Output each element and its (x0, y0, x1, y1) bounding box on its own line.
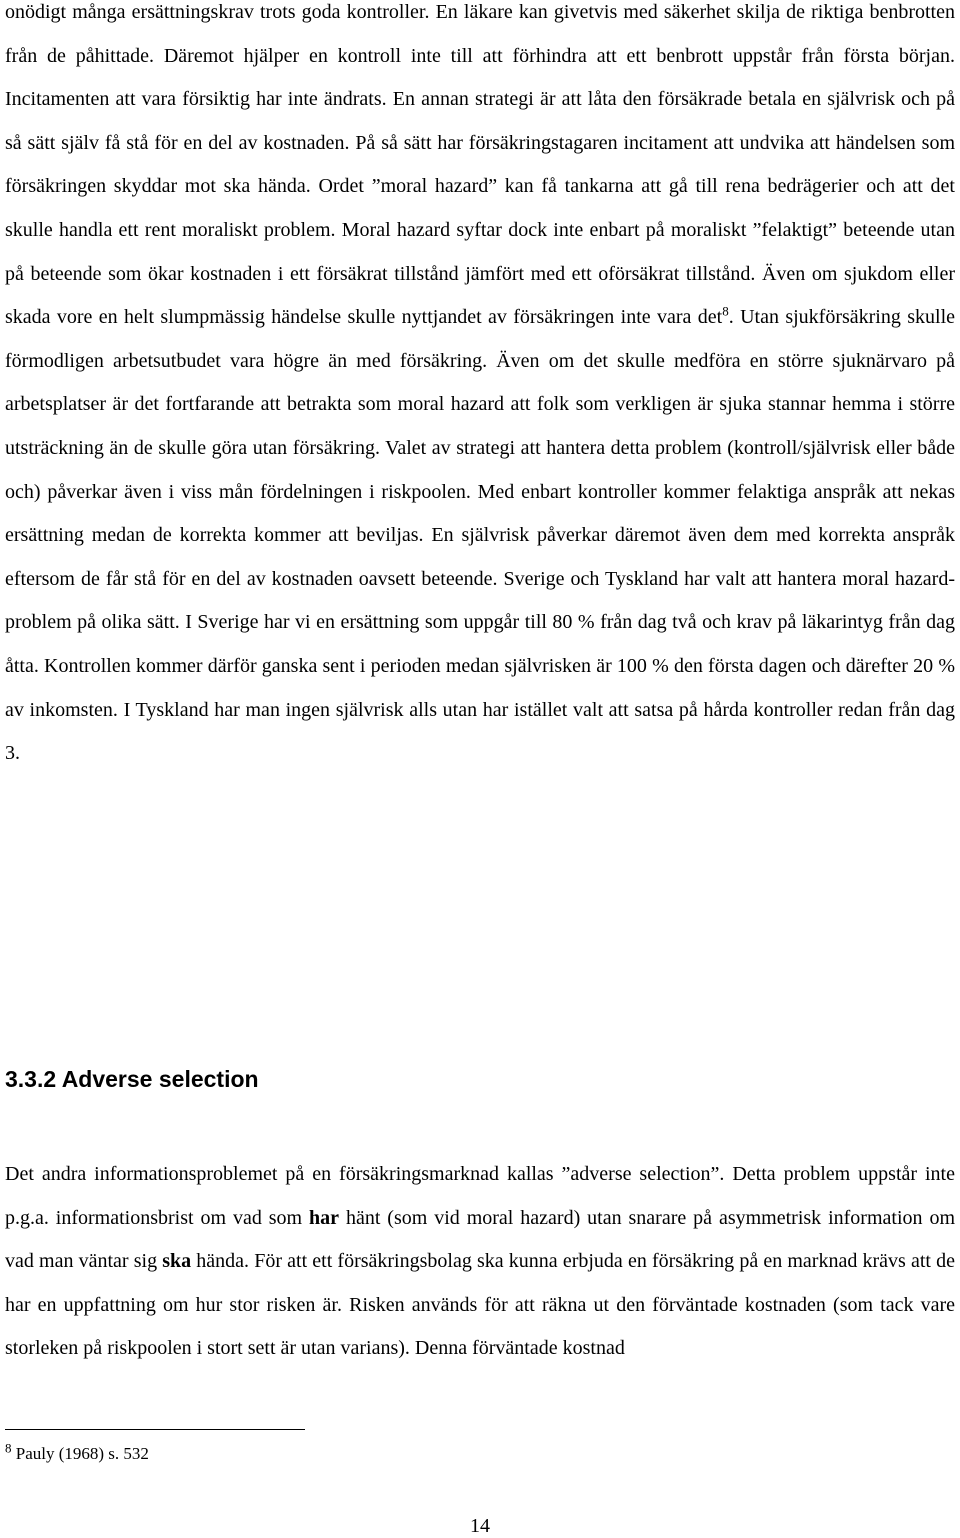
emphasis-bold: har (309, 1206, 340, 1229)
footnote-separator (5, 1429, 305, 1430)
paragraph-text: hänt (som vid moral hazard) utan snarare på asymmetrisk information om vad man väntar sig (5, 1206, 955, 1273)
page-number: 14 (470, 1515, 490, 1537)
paragraph-text: onödigt många ersättningskrav trots goda kontroller. En läkare kan givetvis med säkerhet skilja de riktiga benbrotten från de påhittade. Däremot hjälper en kontroll inte till att förhindra att ett benbrott uppstår från första början. Incitamenten att vara försiktig har inte ändrats. En annan strategi är att låta den försäkrade betala en självrisk och på så sätt själv få stå för en del av kostnaden. På så sätt har försäkringstagaren incitament att undvika att händelsen som försäkringen skyddar mot ska hända. Ordet ”moral hazard” kan få tankarna att gå till rena bedrägerier och att det skulle handla ett rent moraliskt problem. Moral hazard syftar dock inte enbart på moraliskt ”felaktigt” beteende utan på beteende som ökar kostnaden i ett försäkrat tillstånd jämfört med ett oförsäkrat tillstånd. Även om sjukdom eller skada vore en helt slumpmässig händelse skulle nyttjandet av försäkringen inte vara det (5, 1, 955, 329)
paragraph-text-continued: . Utan sjukförsäkring skulle förmodligen arbetsutbudet vara högre än med försäkring. Även om det skulle medföra en större sjuknärvaro på arbetsplatser är det fortfarande att betrakta som moral hazard att folk som verkligen är sjuka stannar hemma i större utsträckning än de skulle göra utan försäkring. Valet av strategi att hantera detta problem (kontroll/självrisk eller både och) påverkar även i viss mån fördelningen i riskpoolen. Med enbart kontroller kommer felaktiga anspråk att nekas ersättning medan de korrekta kommer att beviljas. En självrisk påverkar däremot även dem med korrekta anspråk eftersom de får stå för en del av kostnaden oavsett beteende. Sverige och Tyskland har valt att hantera moral hazard-problem på olika sätt. I Sverige har vi en ersättning som uppgår till 80 % från dag två och krav på läkarintyg från dag åtta. Kontrollen kommer därför ganska sent i perioden medan självrisken är 100 % den första dagen och därefter 20 % av inkomsten. I Tyskland har man ingen självrisk alls utan har istället valt att satsa på hårda kontroller redan från dag 3. (5, 306, 955, 765)
footnote-number: 8 (5, 1440, 12, 1456)
footnote-text: Pauly (1968) s. 532 (11, 1444, 149, 1463)
emphasis-bold: ska (162, 1250, 192, 1273)
paragraph-text: Det andra informationsproblemet på en försäkringsmarknad kallas ”adverse selection”. Detta problem uppstår inte p.g.a. informationsbrist om vad som (5, 1163, 955, 1229)
footnote (5, 1442, 149, 1466)
footnote-reference[interactable]: 8 (722, 303, 729, 319)
body-paragraph-adverse-selection (5, 1153, 955, 1371)
body-paragraph-moral-hazard (5, 0, 955, 776)
paragraph-text: hända. För att ett försäkringsbolag ska kunna erbjuda en försäkring på en marknad krävs att de har en uppfattning om hur stor risken är. Risken används för att räkna ut den förväntade kostnaden (som tack vare storleken på riskpoolen i stort sett är utan varians). Denna förväntade kostnad (5, 1250, 955, 1360)
section-heading: 3.3.2 Adverse selection (5, 1066, 259, 1092)
